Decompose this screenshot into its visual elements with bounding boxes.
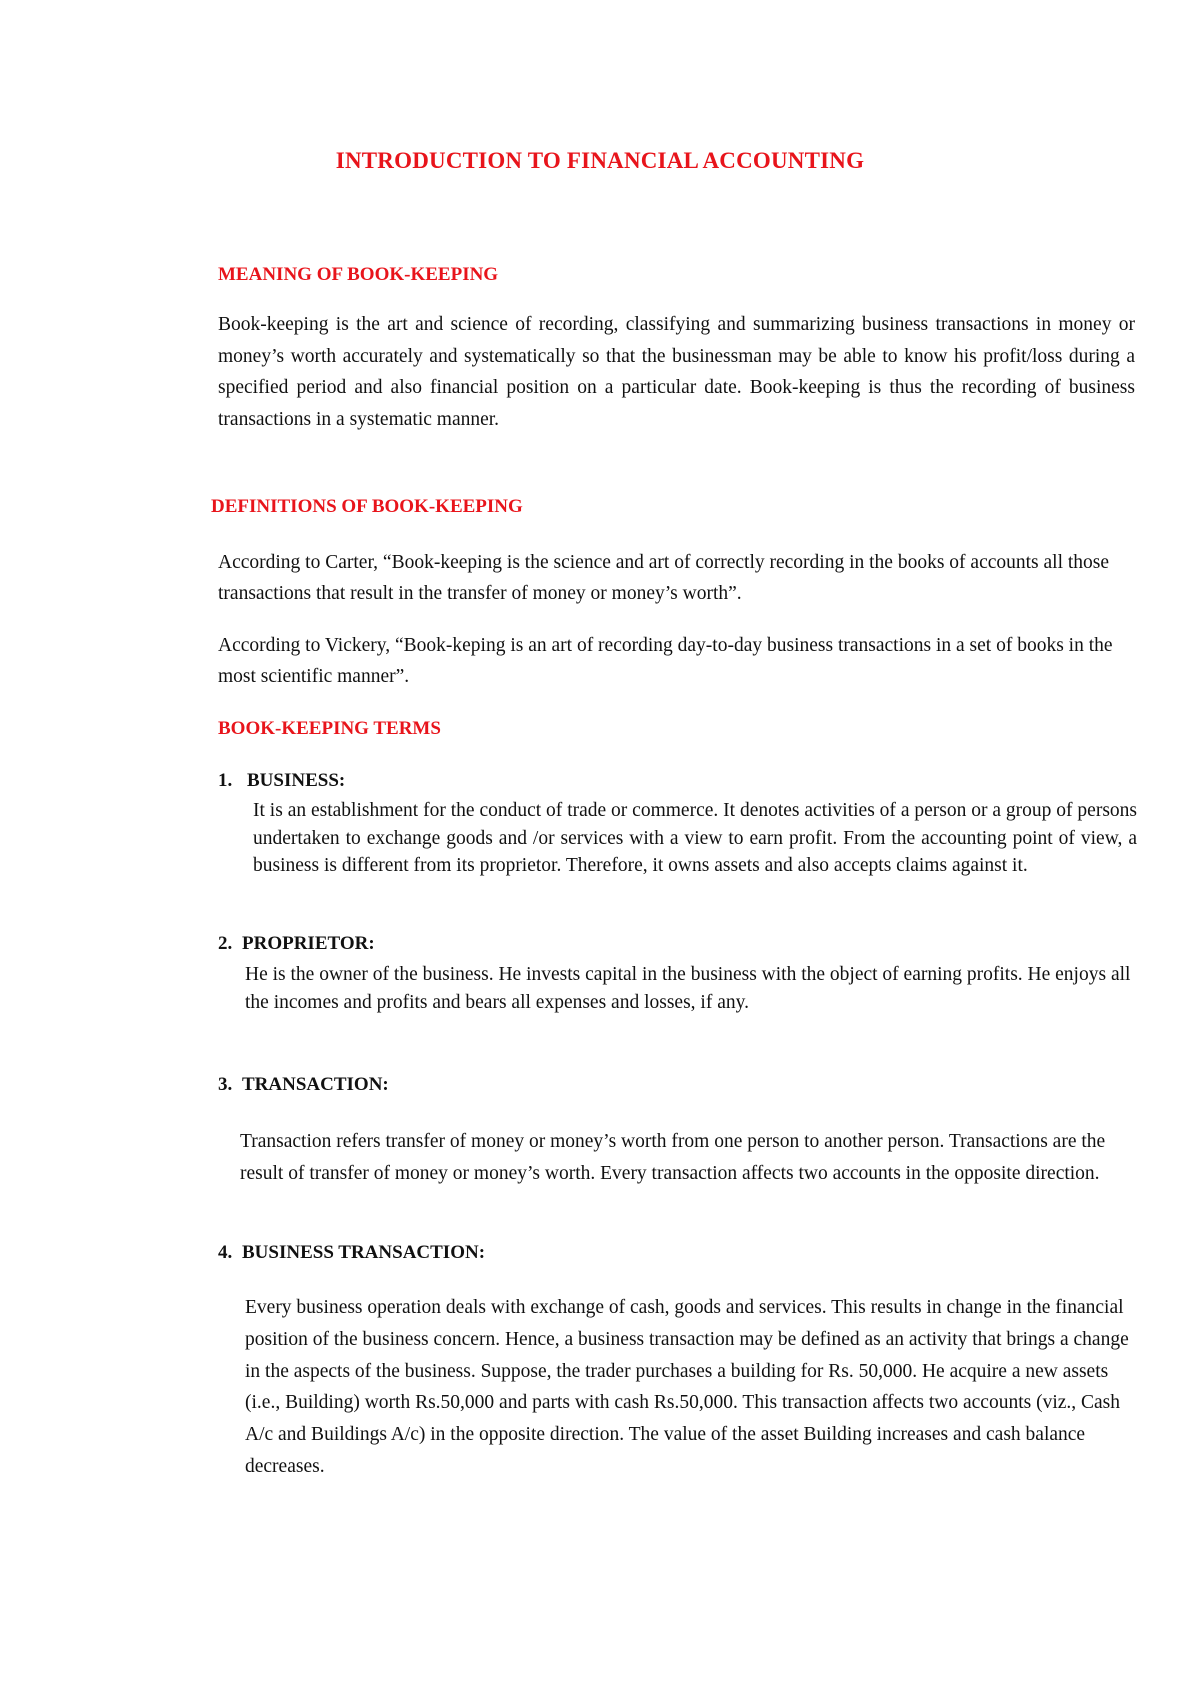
term-number: 4. [218, 1242, 233, 1263]
term-number: 2. [218, 933, 233, 954]
term-business-body: It is an establishment for the conduct of trade or commerce. It denotes activities of a person or a group of persons undertaken to exchange goods and /or services with a view to earn profit. From the accounting point of view, a business is different from its proprietor. Therefore, it owns assets and also accepts claims against it. [253, 800, 1137, 876]
term-label: PROPRIETOR: [242, 933, 375, 954]
terms-heading: BOOK-KEEPING TERMS [218, 718, 441, 739]
term-label: BUSINESS: [247, 770, 346, 791]
term-label: BUSINESS TRANSACTION: [242, 1242, 486, 1263]
term-business-heading [218, 770, 345, 792]
meaning-paragraph: Book-keeping is the art and science of recording, classifying and summarizing business transactions in money or money’s worth accurately and systematically so that the businessman may be able to know his profit/loss during a specified period and also financial position on a particular date. Book-keeping is thus the recording of business transactions in a systematic manner. [218, 314, 1135, 430]
term-number: 1. [218, 770, 233, 791]
term-number: 3. [218, 1074, 233, 1095]
term-transaction-heading [218, 1074, 389, 1096]
term-label: TRANSACTION: [242, 1074, 389, 1095]
term-business-transaction-heading [218, 1242, 485, 1264]
meaning-heading: MEANING OF BOOK-KEEPING [218, 264, 499, 285]
carter-definition: According to Carter, “Book-keeping is the science and art of correctly recording in the books of accounts all those transactions that result in the transfer of money or money’s worth”. [218, 552, 1110, 604]
term-business-transaction-body: Every business operation deals with exchange of cash, goods and services. This results in change in the financial position of the business concern. Hence, a business transaction may be defined as an activity that brings a change in the aspects of the business. Suppose, the trader purchases a building for Rs. 50,000. He acquire a new assets (i.e., Building) worth Rs.50,000 and parts with cash Rs.50,000. This transaction affects two accounts (viz., Cash A/c and Buildings A/c) in the opposite direction. The value of the asset Building increases and cash balance decreases. [245, 1297, 1129, 1477]
page-title: INTRODUCTION TO FINANCIAL ACCOUNTING [335, 148, 865, 173]
term-proprietor-body: He is the owner of the business. He invests capital in the business with the object of earning profits. He enjoys all the incomes and profits and bears all expenses and losses, if any. [245, 964, 1131, 1013]
vickery-definition: According to Vickery, “Book-keping is an art of recording day-to-day business transactions in a set of books in the most scientific manner”. [218, 635, 1113, 687]
term-proprietor-heading [218, 933, 375, 955]
definitions-heading: DEFINITIONS OF BOOK-KEEPING [211, 496, 523, 517]
term-transaction-body: Transaction refers transfer of money or money’s worth from one person to another person. Transactions are the result of transfer of money or money’s worth. Every transaction affects two accounts in the opposite direction. [240, 1131, 1106, 1184]
